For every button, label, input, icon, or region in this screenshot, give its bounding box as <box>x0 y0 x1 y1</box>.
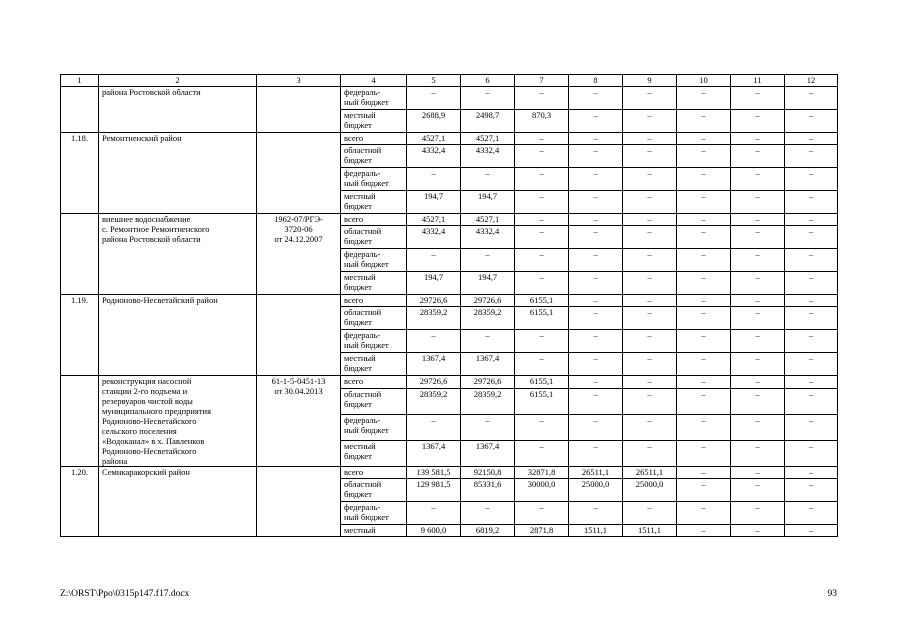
object-name: Ремонтненский район <box>99 133 257 214</box>
table-row <box>61 376 838 389</box>
funding-source: местный бюджет <box>341 441 407 467</box>
value-cell: – <box>785 525 838 537</box>
funding-source: всего <box>341 214 407 226</box>
table-row <box>61 214 838 226</box>
value-cell: 29726,6 <box>407 376 461 389</box>
value-cell: – <box>731 376 785 389</box>
funding-source: федераль- ный бюджет <box>341 168 407 191</box>
value-cell: – <box>785 249 838 272</box>
value-cell: – <box>515 133 569 145</box>
value-cell: 28359,2 <box>461 307 515 330</box>
value-cell: – <box>677 330 731 353</box>
value-cell: 4527,1 <box>461 214 515 226</box>
funding-source: областной бюджет <box>341 479 407 502</box>
value-cell: 25000,0 <box>569 479 623 502</box>
funding-source: всего <box>341 295 407 307</box>
value-cell: 194,7 <box>461 191 515 214</box>
funding-source: федераль- ный бюджет <box>341 415 407 441</box>
value-cell: – <box>623 376 677 389</box>
object-name: реконструкция насосной станции 2-го подъема и резервуаров чистой воды муниципального предприятия Родионово-Несветайского сельского поселения «Водоканал» в х. Павленков Родионово-Несветайского района <box>99 376 257 467</box>
value-cell: – <box>515 272 569 295</box>
value-cell: – <box>407 502 461 525</box>
value-cell: – <box>731 214 785 226</box>
table-body <box>61 87 838 537</box>
value-cell: 4527,1 <box>407 214 461 226</box>
value-cell: – <box>785 272 838 295</box>
value-cell: – <box>623 226 677 249</box>
header-cell: 11 <box>731 75 785 87</box>
value-cell: – <box>623 168 677 191</box>
value-cell: 26511,1 <box>623 467 677 479</box>
value-cell: – <box>623 110 677 133</box>
value-cell: – <box>569 133 623 145</box>
value-cell: 194,7 <box>407 272 461 295</box>
value-cell: 2871,8 <box>515 525 569 537</box>
row-number <box>61 214 99 295</box>
value-cell: 25000,0 <box>623 479 677 502</box>
file-path: Z:\ORST\Ppo\0315p147.f17.docx <box>60 589 190 599</box>
value-cell: – <box>407 87 461 110</box>
value-cell: – <box>677 307 731 330</box>
header-cell: 9 <box>623 75 677 87</box>
header-cell: 2 <box>99 75 257 87</box>
value-cell: – <box>731 389 785 415</box>
value-cell: – <box>785 479 838 502</box>
funding-source: областной бюджет <box>341 389 407 415</box>
value-cell: – <box>731 110 785 133</box>
object-name: района Ростовской области <box>99 87 257 133</box>
value-cell: 29726,6 <box>461 376 515 389</box>
document-ref <box>257 295 341 376</box>
value-cell: 92150,8 <box>461 467 515 479</box>
value-cell: 1511,1 <box>623 525 677 537</box>
value-cell: 30000,0 <box>515 479 569 502</box>
document-ref: 1962-07/РГЭ- 3720-06 от 24.12.2007 <box>257 214 341 295</box>
value-cell: 139 581,5 <box>407 467 461 479</box>
value-cell: 6155,1 <box>515 307 569 330</box>
value-cell: – <box>515 353 569 376</box>
value-cell: – <box>677 272 731 295</box>
value-cell: – <box>677 145 731 168</box>
value-cell: – <box>785 467 838 479</box>
value-cell: – <box>731 353 785 376</box>
value-cell: – <box>515 249 569 272</box>
value-cell: – <box>569 441 623 467</box>
funding-source: федераль- ный бюджет <box>341 330 407 353</box>
funding-source: областной бюджет <box>341 145 407 168</box>
value-cell: – <box>623 272 677 295</box>
value-cell: 9 600,0 <box>407 525 461 537</box>
value-cell: 1367,4 <box>407 353 461 376</box>
value-cell: – <box>623 353 677 376</box>
value-cell: 85331,6 <box>461 479 515 502</box>
value-cell: – <box>569 307 623 330</box>
value-cell: – <box>677 467 731 479</box>
value-cell: – <box>515 191 569 214</box>
value-cell: – <box>677 479 731 502</box>
value-cell: – <box>515 415 569 441</box>
row-number: 1.19. <box>61 295 99 376</box>
value-cell: 6155,1 <box>515 389 569 415</box>
value-cell: – <box>461 502 515 525</box>
value-cell: – <box>515 145 569 168</box>
value-cell: – <box>515 226 569 249</box>
value-cell: – <box>569 110 623 133</box>
value-cell: – <box>677 295 731 307</box>
value-cell: – <box>515 330 569 353</box>
document-ref <box>257 467 341 537</box>
document-ref <box>257 133 341 214</box>
value-cell: – <box>731 441 785 467</box>
value-cell: 2688,9 <box>407 110 461 133</box>
value-cell: – <box>407 330 461 353</box>
value-cell: – <box>785 376 838 389</box>
page-number: 93 <box>827 589 837 599</box>
value-cell: 1367,4 <box>407 441 461 467</box>
value-cell: – <box>731 502 785 525</box>
value-cell: – <box>785 214 838 226</box>
value-cell: 4527,1 <box>407 133 461 145</box>
row-number: 1.18. <box>61 133 99 214</box>
value-cell: – <box>461 168 515 191</box>
value-cell: – <box>461 249 515 272</box>
value-cell: – <box>677 389 731 415</box>
value-cell: – <box>461 87 515 110</box>
value-cell: – <box>461 415 515 441</box>
value-cell: – <box>623 502 677 525</box>
value-cell: – <box>731 87 785 110</box>
value-cell: – <box>623 249 677 272</box>
value-cell: – <box>731 191 785 214</box>
value-cell: – <box>785 168 838 191</box>
value-cell: – <box>677 191 731 214</box>
value-cell: – <box>623 145 677 168</box>
value-cell: – <box>569 249 623 272</box>
value-cell: – <box>785 226 838 249</box>
value-cell: – <box>623 87 677 110</box>
value-cell: – <box>569 295 623 307</box>
header-cell: 3 <box>257 75 341 87</box>
value-cell: – <box>569 330 623 353</box>
value-cell: 6819,2 <box>461 525 515 537</box>
value-cell: – <box>569 389 623 415</box>
value-cell: 4332,4 <box>407 145 461 168</box>
value-cell: – <box>731 479 785 502</box>
value-cell: – <box>731 525 785 537</box>
value-cell: – <box>623 307 677 330</box>
value-cell: 194,7 <box>461 272 515 295</box>
value-cell: 1511,1 <box>569 525 623 537</box>
funding-source: всего <box>341 133 407 145</box>
value-cell: – <box>569 226 623 249</box>
funding-source: областной бюджет <box>341 307 407 330</box>
value-cell: 194,7 <box>407 191 461 214</box>
value-cell: – <box>623 415 677 441</box>
value-cell: – <box>677 502 731 525</box>
header-row <box>61 75 838 87</box>
value-cell: – <box>407 249 461 272</box>
value-cell: – <box>677 110 731 133</box>
document-ref <box>257 87 341 133</box>
value-cell: – <box>785 307 838 330</box>
funding-source: местный бюджет <box>341 272 407 295</box>
value-cell: – <box>731 467 785 479</box>
funding-source: всего <box>341 467 407 479</box>
value-cell: 6155,1 <box>515 295 569 307</box>
header-cell: 10 <box>677 75 731 87</box>
value-cell: 4332,4 <box>461 145 515 168</box>
value-cell: – <box>623 389 677 415</box>
funding-source: федераль- ный бюджет <box>341 502 407 525</box>
value-cell: – <box>677 376 731 389</box>
funding-source: федераль- ный бюджет <box>341 87 407 110</box>
object-name: внешнее водоснабжение с. Ремонтное Ремонтненского района Ростовской области <box>99 214 257 295</box>
value-cell: 28359,2 <box>461 389 515 415</box>
value-cell: 32871,8 <box>515 467 569 479</box>
value-cell: – <box>785 191 838 214</box>
value-cell: – <box>623 214 677 226</box>
value-cell: – <box>731 415 785 441</box>
value-cell: – <box>623 330 677 353</box>
value-cell: – <box>731 249 785 272</box>
object-name: Родионово-Несветайский район <box>99 295 257 376</box>
value-cell: 1367,4 <box>461 441 515 467</box>
value-cell: – <box>677 249 731 272</box>
value-cell: – <box>677 168 731 191</box>
document-page <box>60 74 837 537</box>
value-cell: 129 981,5 <box>407 479 461 502</box>
value-cell: – <box>569 214 623 226</box>
object-name: Семикаракорский район <box>99 467 257 537</box>
value-cell: – <box>677 441 731 467</box>
header-cell: 5 <box>407 75 461 87</box>
value-cell: – <box>515 87 569 110</box>
header-cell: 1 <box>61 75 99 87</box>
value-cell: – <box>731 272 785 295</box>
row-number: 1.20. <box>61 467 99 537</box>
value-cell: – <box>785 87 838 110</box>
funding-source: федераль- ный бюджет <box>341 249 407 272</box>
value-cell: 28359,2 <box>407 307 461 330</box>
value-cell: – <box>623 133 677 145</box>
table-row <box>61 133 838 145</box>
row-number <box>61 376 99 467</box>
value-cell: – <box>785 415 838 441</box>
value-cell: – <box>731 145 785 168</box>
value-cell: – <box>569 502 623 525</box>
value-cell: 29726,6 <box>461 295 515 307</box>
value-cell: – <box>731 168 785 191</box>
value-cell: – <box>731 330 785 353</box>
funding-source: областной бюджет <box>341 226 407 249</box>
value-cell: – <box>785 110 838 133</box>
value-cell: – <box>515 214 569 226</box>
value-cell: – <box>785 389 838 415</box>
row-number <box>61 87 99 133</box>
value-cell: – <box>569 145 623 168</box>
value-cell: – <box>515 168 569 191</box>
value-cell: – <box>569 272 623 295</box>
value-cell: – <box>569 353 623 376</box>
value-cell: 6155,1 <box>515 376 569 389</box>
value-cell: – <box>407 168 461 191</box>
funding-source: местный бюджет <box>341 191 407 214</box>
value-cell: – <box>785 502 838 525</box>
table-row <box>61 87 838 110</box>
value-cell: – <box>785 353 838 376</box>
table-row <box>61 295 838 307</box>
value-cell: – <box>407 415 461 441</box>
value-cell: – <box>515 441 569 467</box>
value-cell: – <box>623 441 677 467</box>
value-cell: 4332,4 <box>407 226 461 249</box>
value-cell: 29726,6 <box>407 295 461 307</box>
header-cell: 4 <box>341 75 407 87</box>
value-cell: 4527,1 <box>461 133 515 145</box>
value-cell: – <box>731 133 785 145</box>
value-cell: – <box>461 330 515 353</box>
value-cell: – <box>785 295 838 307</box>
value-cell: – <box>569 415 623 441</box>
value-cell: – <box>677 87 731 110</box>
header-cell: 7 <box>515 75 569 87</box>
value-cell: – <box>677 415 731 441</box>
funding-source: местный <box>341 525 407 537</box>
value-cell: – <box>677 214 731 226</box>
funding-source: всего <box>341 376 407 389</box>
value-cell: – <box>731 226 785 249</box>
value-cell: – <box>785 330 838 353</box>
document-ref: 61-1-5-0451-13 от 30.04.2013 <box>257 376 341 467</box>
value-cell: – <box>569 191 623 214</box>
value-cell: – <box>677 133 731 145</box>
header-cell: 8 <box>569 75 623 87</box>
header-cell: 12 <box>785 75 838 87</box>
value-cell: – <box>785 145 838 168</box>
value-cell: – <box>677 353 731 376</box>
funding-source: местный бюджет <box>341 110 407 133</box>
value-cell: – <box>677 525 731 537</box>
value-cell: – <box>569 376 623 389</box>
value-cell: 2498,7 <box>461 110 515 133</box>
value-cell: – <box>623 295 677 307</box>
budget-table <box>60 74 838 537</box>
table-row <box>61 467 838 479</box>
value-cell: – <box>569 168 623 191</box>
header-cell: 6 <box>461 75 515 87</box>
value-cell: – <box>515 502 569 525</box>
value-cell: 26511,1 <box>569 467 623 479</box>
value-cell: 1367,4 <box>461 353 515 376</box>
value-cell: 870,3 <box>515 110 569 133</box>
value-cell: – <box>785 133 838 145</box>
value-cell: – <box>677 226 731 249</box>
value-cell: – <box>785 441 838 467</box>
value-cell: 4332,4 <box>461 226 515 249</box>
value-cell: – <box>731 307 785 330</box>
value-cell: – <box>569 87 623 110</box>
value-cell: – <box>731 295 785 307</box>
funding-source: местный бюджет <box>341 353 407 376</box>
value-cell: – <box>623 191 677 214</box>
value-cell: 28359,2 <box>407 389 461 415</box>
